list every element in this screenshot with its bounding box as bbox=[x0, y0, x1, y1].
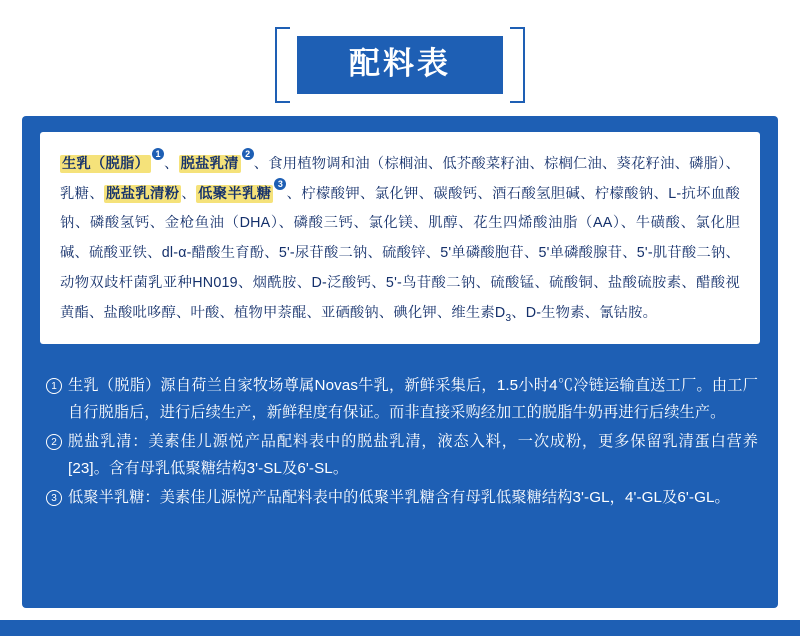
highlight-gos: 低聚半乳糖 bbox=[198, 185, 272, 202]
ingredients-body-part-3: 、D-生物素、氰钴胺。 bbox=[511, 304, 658, 321]
ingredients-sep-2: 、 bbox=[181, 185, 197, 202]
footnote-number: 1 bbox=[46, 378, 62, 394]
vitamin-d-subscript: 3 bbox=[505, 312, 512, 324]
page-title-container bbox=[0, 36, 800, 94]
highlight-raw-milk: 生乳（脱脂） bbox=[62, 156, 150, 172]
highlight-demineralized-whey-powder: 脱盐乳清粉 bbox=[106, 185, 180, 202]
footnote-marker-2: 2 bbox=[242, 148, 254, 160]
list-item bbox=[46, 372, 758, 426]
ingredients-body-part-1: 、食用植物调和油（棕榈油、低芥酸菜籽油、棕榈仁油、葵花籽油、磷脂）、乳糖、 bbox=[60, 156, 740, 202]
highlight-demineralized-whey: 脱盐乳清 bbox=[180, 156, 239, 172]
footnote-number: 2 bbox=[46, 434, 62, 450]
ingredients-text bbox=[60, 150, 740, 328]
footnote-number: 3 bbox=[46, 490, 62, 506]
footnote-text: 生乳（脱脂）源自荷兰自家牧场尊属Novas牛乳，新鲜采集后，1.5小时4℃冷链运输直送工厂。由工厂自行脱脂后，进行后续生产，新鲜程度有保证。而非直接采购经加工的脱脂牛奶再进行后续生产。 bbox=[68, 377, 758, 422]
footnote-text: 低聚半乳糖：美素佳儿源悦产品配料表中的低聚半乳糖含有母乳低聚糖结构3'-GL，4'-GL及6'-GL。 bbox=[68, 489, 730, 507]
list-item bbox=[46, 428, 758, 482]
footnotes bbox=[46, 372, 758, 513]
footnote-marker-1: 1 bbox=[152, 148, 164, 160]
footnote-text: 脱盐乳清：美素佳儿源悦产品配料表中的脱盐乳清，液态入料，一次成粉，更多保留乳清蛋白营养[23]。含有母乳低聚糖结构3'-SL及6'-SL。 bbox=[68, 433, 758, 478]
page-title: 配料表 bbox=[297, 36, 503, 94]
ingredients-card bbox=[40, 132, 760, 344]
ingredients-body-part-2: 、柠檬酸钾、氯化钾、碳酸钙、酒石酸氢胆碱、柠檬酸钠、L-抗坏血酸钠、磷酸氢钙、金枪鱼油（DHA）、磷酸三钙、氯化镁、肌醇、花生四烯酸油脂（AA）、牛磺酸、氯化胆碱、硫酸亚铁、dl-α-醋酸生育酚、5'-尿苷酸二钠、硫酸锌、5'单磷酸胞苷、5'单磷酸腺苷、5'-肌苷酸二钠、动物双歧杆菌乳亚种HN019、烟酰胺、D-泛酸钙、5'-鸟苷酸二钠、硫酸锰、硫酸铜、盐酸硫胺素、醋酸视黄酯、盐酸吡哆醇、叶酸、植物甲萘醌、亚硒酸钠、碘化钾、维生素D bbox=[60, 185, 741, 321]
footnote-marker-3: 3 bbox=[274, 178, 286, 190]
list-item bbox=[46, 484, 758, 511]
bottom-accent-bar bbox=[0, 620, 800, 636]
ingredients-sep-1: 、 bbox=[164, 156, 179, 172]
